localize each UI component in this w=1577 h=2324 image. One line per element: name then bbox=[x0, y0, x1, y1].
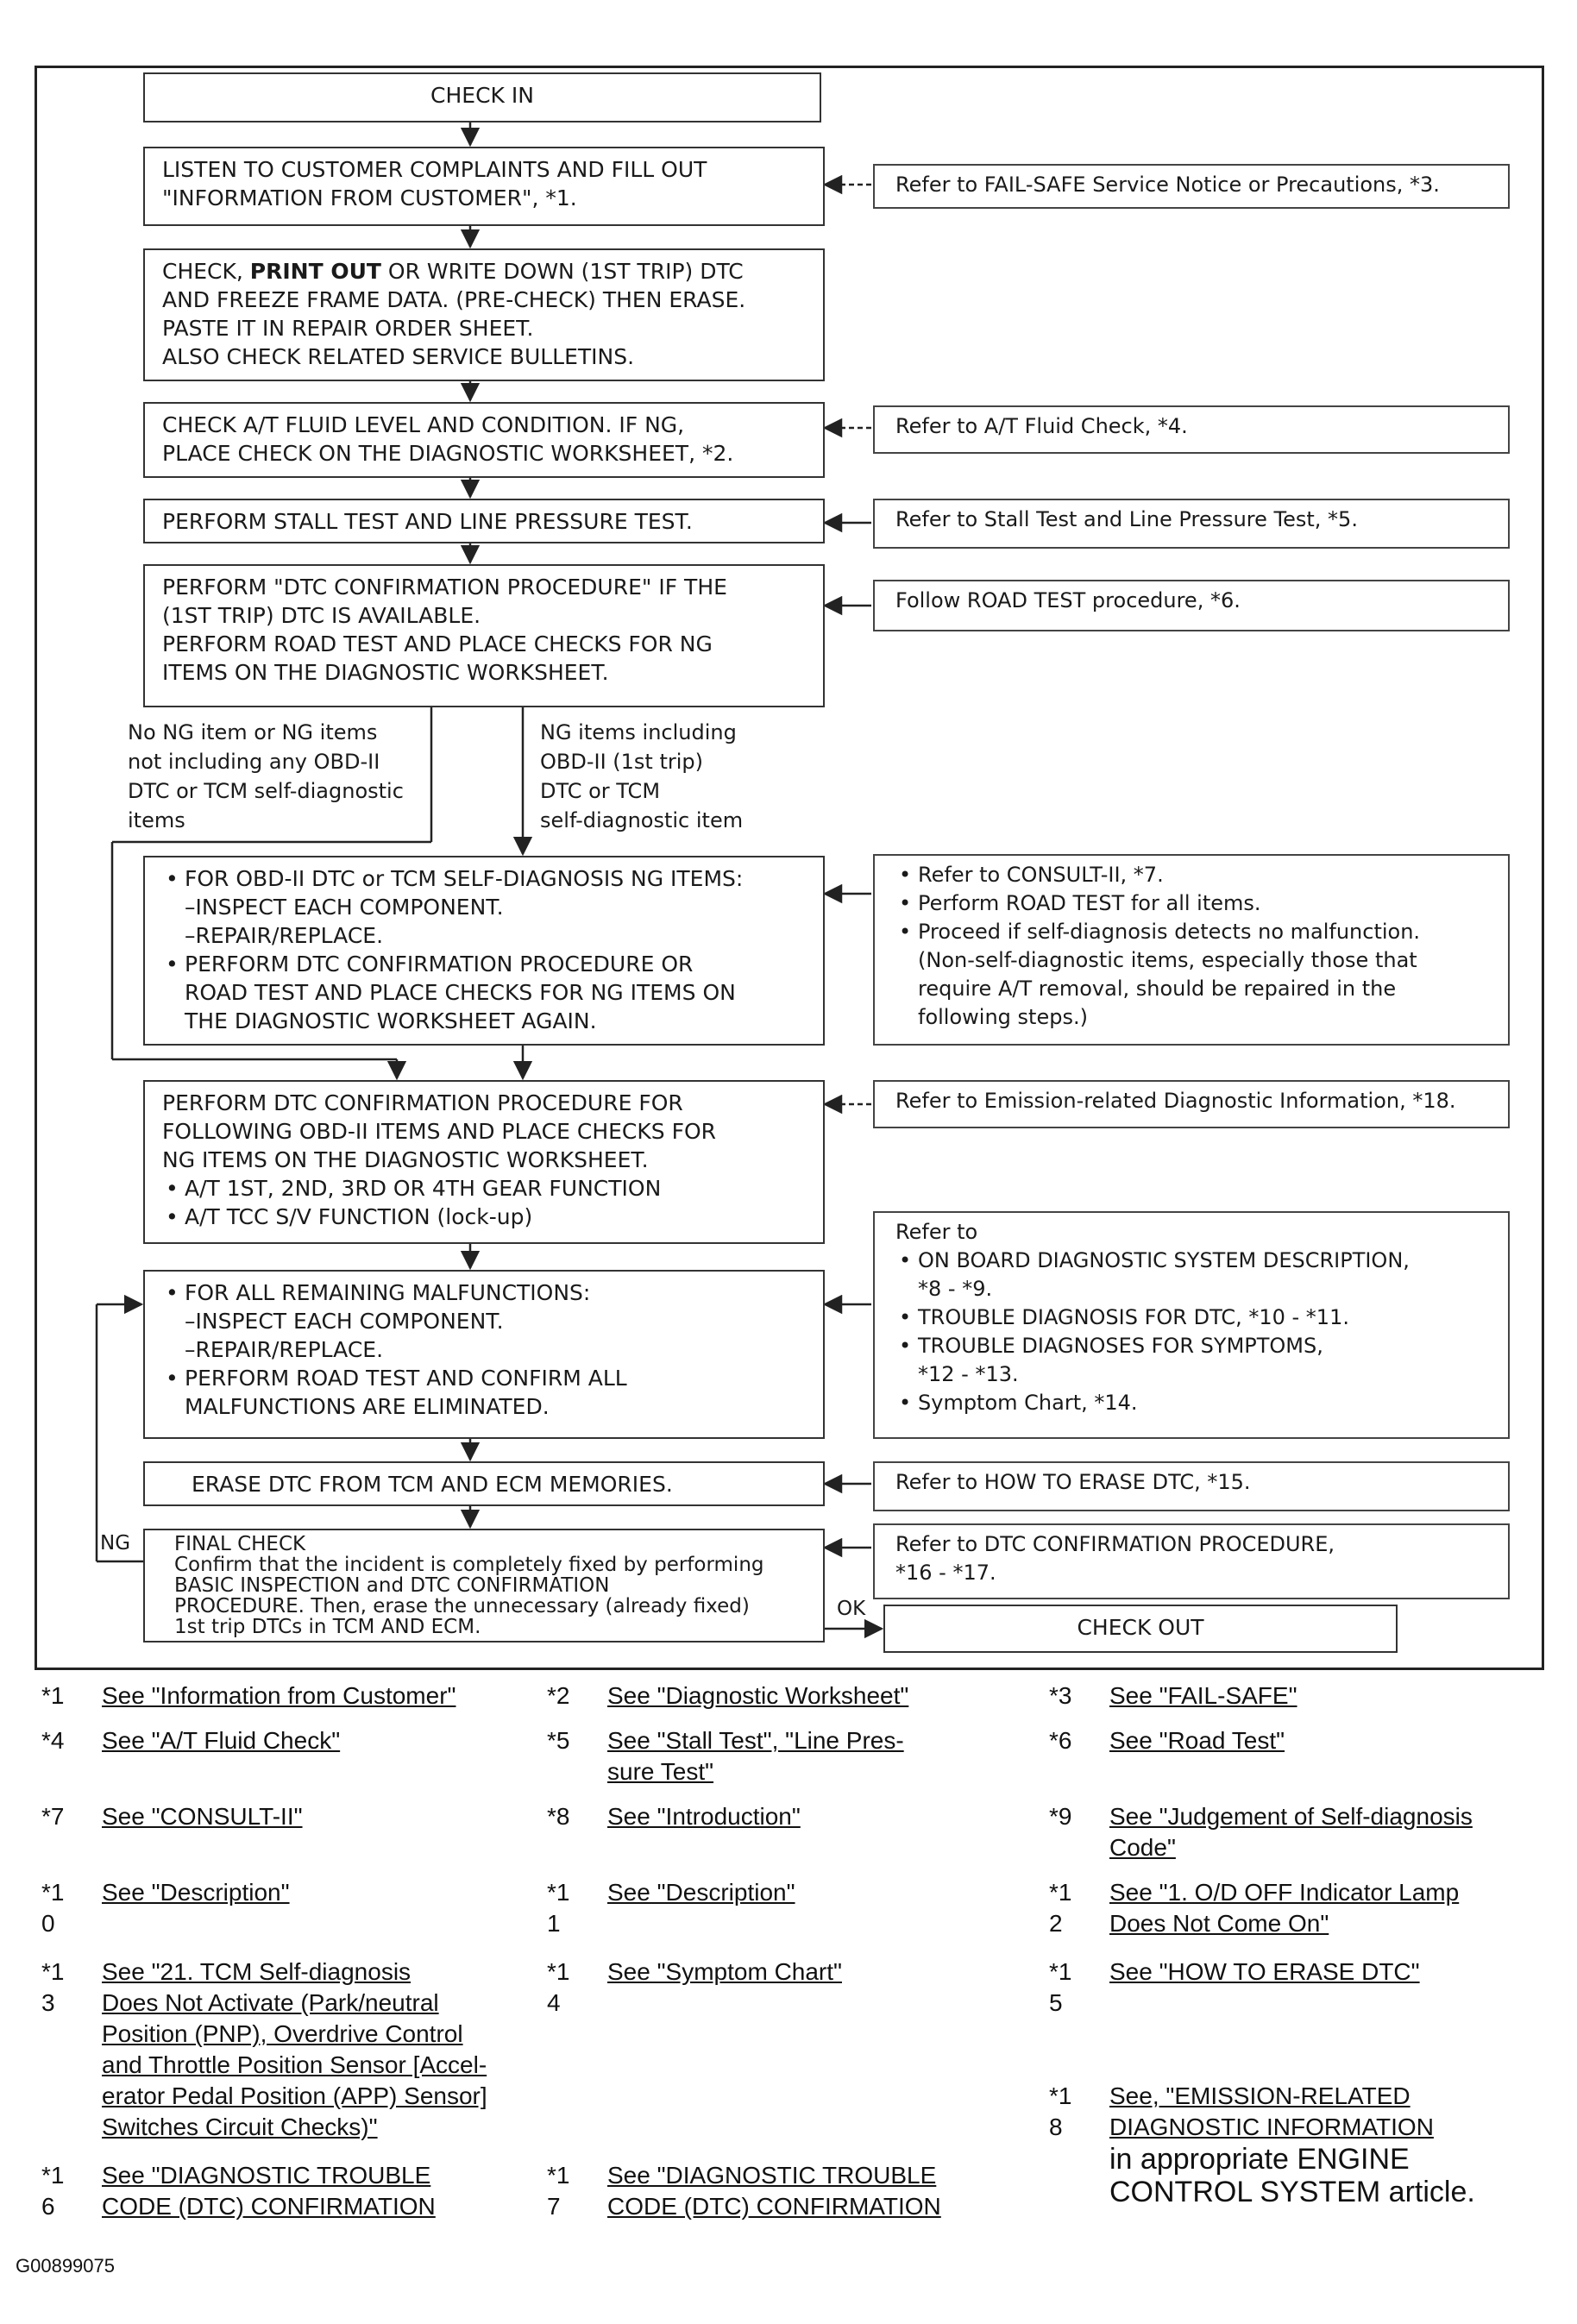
footnote-11-num: *1 1 bbox=[547, 1879, 570, 1937]
ref-onboard-line-7: • Symptom Chart, *14. bbox=[895, 1389, 1487, 1417]
ref-onboard bbox=[873, 1211, 1510, 1439]
check-in-label: CHECK IN bbox=[430, 83, 534, 108]
dtc-confirm-line-1: PERFORM "DTC CONFIRMATION PROCEDURE" IF THE bbox=[162, 575, 727, 600]
footnote-16-text[interactable]: See "DIAGNOSTIC TROUBLE CODE (DTC) CONFIRMATION bbox=[102, 2162, 436, 2220]
ref-fluid bbox=[873, 405, 1510, 454]
footnote-17-text[interactable]: See "DIAGNOSTIC TROUBLE CODE (DTC) CONFIRMATION bbox=[607, 2162, 941, 2220]
final-check-line-2: Confirm that the incident is completely fixed by performing bbox=[174, 1554, 764, 1576]
footnote-17-num: *1 7 bbox=[547, 2162, 570, 2220]
obd-line-4: • PERFORM DTC CONFIRMATION PROCEDURE OR bbox=[162, 950, 806, 978]
footnote-5 bbox=[547, 1725, 1030, 1791]
check-print-box bbox=[143, 248, 825, 381]
dtc-confirm-line-2: (1ST TRIP) DTC IS AVAILABLE. bbox=[162, 603, 481, 628]
footnote-2 bbox=[547, 1680, 1030, 1715]
footnote-18 bbox=[1049, 2081, 1549, 2210]
footnote-5-text[interactable]: See "Stall Test", "Line Pres- sure Test" bbox=[607, 1727, 904, 1785]
footnote-13 bbox=[41, 1957, 542, 2146]
following-line-3: NG ITEMS ON THE DIAGNOSTIC WORKSHEET. bbox=[162, 1147, 649, 1172]
ref-erase bbox=[873, 1461, 1510, 1511]
footnote-4-num: *4 bbox=[41, 1727, 65, 1754]
footnote-7-num: *7 bbox=[41, 1803, 65, 1830]
erase-box bbox=[143, 1461, 825, 1506]
remaining-line-2: –INSPECT EACH COMPONENT. bbox=[185, 1309, 504, 1334]
footnote-15-text[interactable]: See "HOW TO ERASE DTC" bbox=[1109, 1958, 1420, 1985]
branch-right-line-3: DTC or TCM bbox=[540, 779, 661, 803]
footnote-14-num: *1 4 bbox=[547, 1958, 570, 2016]
branch-right-label bbox=[540, 718, 743, 835]
ref-onboard-line-1: Refer to bbox=[895, 1220, 978, 1244]
stall-box bbox=[143, 499, 825, 543]
branch-left-line-3: DTC or TCM self-diagnostic bbox=[128, 779, 404, 803]
footnote-10-num: *1 0 bbox=[41, 1879, 65, 1937]
check-print-line-2: AND FREEZE FRAME DATA. (PRE-CHECK) THEN ERASE. bbox=[162, 287, 746, 312]
remaining-line-3: –REPAIR/REPLACE. bbox=[185, 1337, 384, 1362]
footnote-17 bbox=[547, 2160, 1030, 2226]
remaining-line-4: • PERFORM ROAD TEST AND CONFIRM ALL bbox=[162, 1364, 806, 1392]
remaining-box bbox=[143, 1270, 825, 1439]
footnote-9 bbox=[1049, 1801, 1532, 1867]
ref-erase-text: Refer to HOW TO ERASE DTC, *15. bbox=[895, 1470, 1251, 1494]
following-line-4: • A/T 1ST, 2ND, 3RD OR 4TH GEAR FUNCTION bbox=[162, 1174, 806, 1203]
footnote-15-num: *1 5 bbox=[1049, 1958, 1072, 2016]
following-line-5: • A/T TCC S/V FUNCTION (lock-up) bbox=[162, 1203, 806, 1231]
print-out-emphasis: PRINT OUT bbox=[249, 259, 381, 284]
footnote-8-num: *8 bbox=[547, 1803, 570, 1830]
ref-consult-line-1: • Refer to CONSULT-II, *7. bbox=[895, 861, 1487, 889]
footnote-18-text[interactable]: See, "EMISSION-RELATED DIAGNOSTIC INFORMATION in appropriate ENGINE CONTROL SYSTEM article. bbox=[1109, 2082, 1475, 2208]
dtc-confirm-box bbox=[143, 564, 825, 707]
footnote-8 bbox=[547, 1801, 1030, 1836]
footnote-16 bbox=[41, 2160, 525, 2226]
footnote-1-text[interactable]: See "Information from Customer" bbox=[102, 1682, 456, 1709]
check-print-line-4: ALSO CHECK RELATED SERVICE BULLETINS. bbox=[162, 344, 635, 369]
footnote-12-num: *1 2 bbox=[1049, 1879, 1072, 1937]
footnote-12-text[interactable]: See "1. O/D OFF Indicator Lamp Does Not Come On" bbox=[1109, 1879, 1460, 1937]
ref-dtc bbox=[873, 1523, 1510, 1599]
footnote-3-text[interactable]: See "FAIL-SAFE" bbox=[1109, 1682, 1297, 1709]
check-out-box bbox=[883, 1605, 1398, 1653]
ref-road-text: Follow ROAD TEST procedure, *6. bbox=[895, 588, 1241, 612]
final-check-line-4: PROCEDURE. Then, erase the unnecessary (already fixed) bbox=[174, 1595, 750, 1617]
ref-onboard-line-2: • ON BOARD DIAGNOSTIC SYSTEM DESCRIPTION, bbox=[895, 1247, 1487, 1275]
ref-consult-line-2: • Perform ROAD TEST for all items. bbox=[895, 889, 1487, 918]
branch-left-line-2: not including any OBD-II bbox=[128, 750, 380, 774]
ok-label: OK bbox=[837, 1598, 866, 1620]
ref-onboard-line-4: • TROUBLE DIAGNOSIS FOR DTC, *10 - *11. bbox=[895, 1303, 1487, 1332]
ref-consult-line-3: • Proceed if self-diagnosis detects no malfunction. bbox=[895, 918, 1487, 946]
document-id: G00899075 bbox=[16, 2255, 115, 2277]
branch-right-line-4: self-diagnostic item bbox=[540, 808, 744, 832]
footnote-13-num: *1 3 bbox=[41, 1958, 65, 2016]
footnote-14 bbox=[547, 1957, 1030, 2022]
footnote-3 bbox=[1049, 1680, 1532, 1715]
obd-line-2: –INSPECT EACH COMPONENT. bbox=[185, 895, 504, 920]
following-line-1: PERFORM DTC CONFIRMATION PROCEDURE FOR bbox=[162, 1090, 683, 1115]
footnote-7-text[interactable]: See "CONSULT-II" bbox=[102, 1803, 303, 1830]
following-box bbox=[143, 1080, 825, 1244]
listen-line-1: LISTEN TO CUSTOMER COMPLAINTS AND FILL OUT bbox=[162, 157, 707, 182]
footnote-1-num: *1 bbox=[41, 1682, 65, 1709]
dtc-confirm-line-4: ITEMS ON THE DIAGNOSTIC WORKSHEET. bbox=[162, 660, 609, 685]
footnote-6-num: *6 bbox=[1049, 1727, 1072, 1754]
ref-stall-text: Refer to Stall Test and Line Pressure Test, *5. bbox=[895, 507, 1358, 531]
footnote-13-text[interactable]: See "21. TCM Self-diagnosis Does Not Activate (Park/neutral Position (PNP), Overdrive Control and Throttle Position Sensor [Accel- erator Pedal Position (APP) Sensor] Switches Circuit Checks)" bbox=[102, 1958, 487, 2140]
footnote-12 bbox=[1049, 1877, 1532, 1943]
obd-box bbox=[143, 856, 825, 1046]
ref-onboard-line-5: • TROUBLE DIAGNOSES FOR SYMPTOMS, bbox=[895, 1332, 1487, 1360]
footnote-11-text[interactable]: See "Description" bbox=[607, 1879, 795, 1906]
stall-line: PERFORM STALL TEST AND LINE PRESSURE TEST. bbox=[162, 509, 693, 534]
final-check-line-5: 1st trip DTCs in TCM AND ECM. bbox=[174, 1616, 481, 1638]
ref-failsafe bbox=[873, 164, 1510, 209]
branch-right-line-1: NG items including bbox=[540, 720, 737, 744]
footnote-10-text[interactable]: See "Description" bbox=[102, 1879, 290, 1906]
ref-fluid-text: Refer to A/T Fluid Check, *4. bbox=[895, 414, 1188, 438]
branch-left-line-1: No NG item or NG items bbox=[128, 720, 378, 744]
ref-emission-text: Refer to Emission-related Diagnostic Information, *18. bbox=[895, 1089, 1456, 1113]
ref-consult-line-4: (Non-self-diagnostic items, especially those that bbox=[918, 948, 1417, 972]
footnote-2-text[interactable]: See "Diagnostic Worksheet" bbox=[607, 1682, 909, 1709]
footnote-1 bbox=[41, 1680, 525, 1715]
erase-line: ERASE DTC FROM TCM AND ECM MEMORIES. bbox=[192, 1472, 673, 1497]
fluid-line-1: CHECK A/T FLUID LEVEL AND CONDITION. IF NG, bbox=[162, 412, 685, 437]
check-print-line-3: PASTE IT IN REPAIR ORDER SHEET. bbox=[162, 316, 534, 341]
ref-consult-line-5: require A/T removal, should be repaired in the bbox=[918, 977, 1397, 1001]
ref-dtc-line-1: Refer to DTC CONFIRMATION PROCEDURE, bbox=[895, 1532, 1335, 1556]
listen-box bbox=[143, 147, 825, 226]
listen-line-2: "INFORMATION FROM CUSTOMER", *1. bbox=[162, 185, 577, 210]
ref-dtc-line-2: *16 - *17. bbox=[895, 1561, 996, 1585]
footnote-7 bbox=[41, 1801, 525, 1836]
footnote-15 bbox=[1049, 1957, 1532, 2022]
check-out-label: CHECK OUT bbox=[1077, 1615, 1204, 1640]
footnote-3-num: *3 bbox=[1049, 1682, 1072, 1709]
footnote-5-num: *5 bbox=[547, 1727, 570, 1754]
ref-consult-line-6: following steps.) bbox=[918, 1005, 1088, 1029]
ref-onboard-line-6: *12 - *13. bbox=[918, 1362, 1019, 1386]
ref-stall bbox=[873, 499, 1510, 549]
footnote-6 bbox=[1049, 1725, 1532, 1760]
obd-line-6: THE DIAGNOSTIC WORKSHEET AGAIN. bbox=[185, 1008, 597, 1033]
footnote-16-num: *1 6 bbox=[41, 2162, 65, 2220]
footnote-14-text[interactable]: See "Symptom Chart" bbox=[607, 1958, 842, 1985]
ng-label: NG bbox=[100, 1532, 131, 1555]
footnote-11 bbox=[547, 1877, 1030, 1943]
footnote-8-text[interactable]: See "Introduction" bbox=[607, 1803, 801, 1830]
final-check-line-1: FINAL CHECK bbox=[174, 1533, 306, 1555]
fluid-line-2: PLACE CHECK ON THE DIAGNOSTIC WORKSHEET, *2. bbox=[162, 441, 734, 466]
footnote-9-text[interactable]: See "Judgement of Self-diagnosis Code" bbox=[1109, 1803, 1473, 1861]
footnote-18-num: *1 8 bbox=[1049, 2082, 1072, 2140]
following-line-2: FOLLOWING OBD-II ITEMS AND PLACE CHECKS FOR bbox=[162, 1119, 717, 1144]
final-check-box bbox=[143, 1529, 825, 1643]
footnote-2-num: *2 bbox=[547, 1682, 570, 1709]
ref-onboard-line-3: *8 - *9. bbox=[918, 1277, 993, 1301]
branch-right-line-2: OBD-II (1st trip) bbox=[540, 750, 703, 774]
final-check-line-3: BASIC INSPECTION and DTC CONFIRMATION bbox=[174, 1574, 610, 1597]
obd-line-5: ROAD TEST AND PLACE CHECKS FOR NG ITEMS ON bbox=[185, 980, 736, 1005]
footnote-9-num: *9 bbox=[1049, 1803, 1072, 1830]
obd-line-1: • FOR OBD-II DTC or TCM SELF-DIAGNOSIS NG ITEMS: bbox=[162, 864, 806, 893]
ref-failsafe-text: Refer to FAIL-SAFE Service Notice or Precautions, *3. bbox=[895, 173, 1440, 197]
ref-consult bbox=[873, 854, 1510, 1046]
remaining-line-1: • FOR ALL REMAINING MALFUNCTIONS: bbox=[162, 1278, 806, 1307]
check-print-line-1: CHECK, PRINT OUT OR WRITE DOWN (1ST TRIP) DTC bbox=[162, 259, 744, 284]
branch-left-label bbox=[128, 718, 404, 835]
ref-emission bbox=[873, 1080, 1510, 1128]
branch-left-line-4: items bbox=[128, 808, 185, 832]
check-in-box bbox=[143, 72, 821, 122]
ref-road bbox=[873, 580, 1510, 631]
footnote-10 bbox=[41, 1877, 525, 1943]
footnote-6-text[interactable]: See "Road Test" bbox=[1109, 1727, 1285, 1754]
remaining-line-5: MALFUNCTIONS ARE ELIMINATED. bbox=[185, 1394, 550, 1419]
fluid-box bbox=[143, 402, 825, 478]
dtc-confirm-line-3: PERFORM ROAD TEST AND PLACE CHECKS FOR NG bbox=[162, 631, 713, 656]
footnote-4-text[interactable]: See "A/T Fluid Check" bbox=[102, 1727, 341, 1754]
obd-line-3: –REPAIR/REPLACE. bbox=[185, 923, 384, 948]
footnote-4 bbox=[41, 1725, 525, 1760]
